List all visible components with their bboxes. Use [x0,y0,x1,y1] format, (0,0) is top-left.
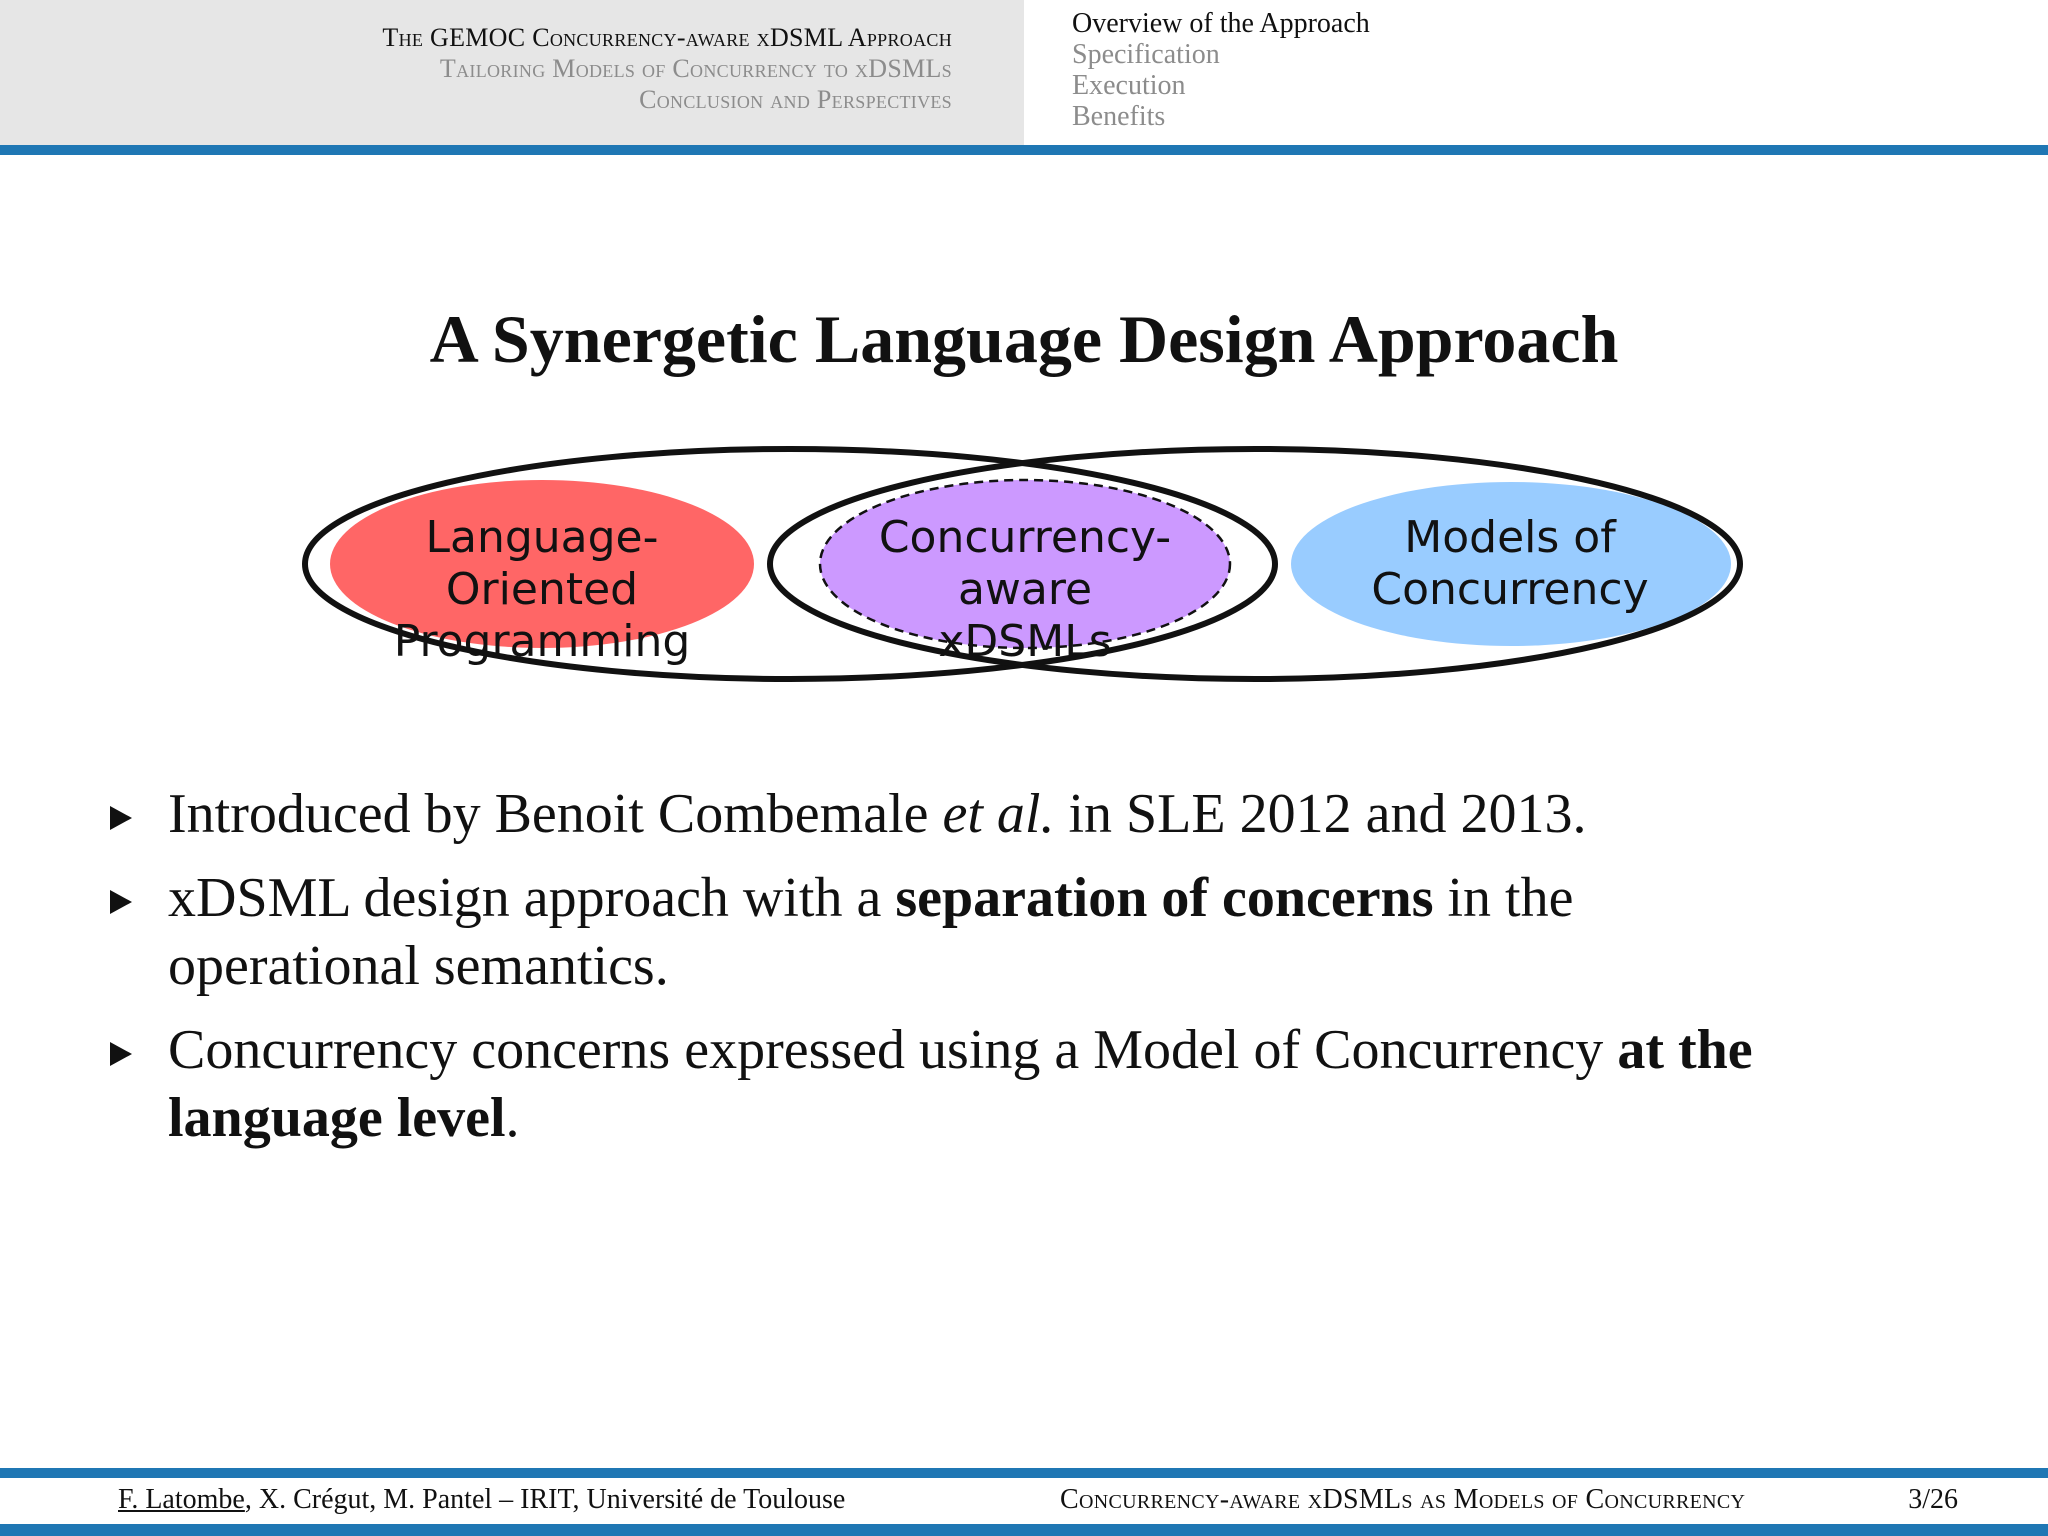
triangle-bullet-icon [110,1042,132,1066]
nav-section-gemoc-approach[interactable]: The GEMOC Concurrency-aware xDSML Approach [382,23,952,52]
section-navigation [382,22,952,115]
bullet-text: in the operational semantics. [168,867,1574,997]
slide-title: A Synergetic Language Design Approach [429,301,1619,377]
bullet-italic-text: et al. [942,783,1055,845]
bullet-bold-text: at the language level [168,1019,1753,1149]
triangle-bullet-icon [110,806,132,830]
synergy-diagram [290,440,1760,690]
concurrency-aware-label-line1: Concurrency-aware [878,512,1172,615]
models-of-concurrency-label-line2: Concurrency [1371,564,1649,615]
header-sections-panel [0,0,1024,145]
triangle-bullet-icon [110,890,132,914]
footer [0,1478,2048,1524]
page-number: 3/26 [1908,1484,1958,1515]
nav-section-tailoring-models[interactable]: Tailoring Models of Concurrency to xDSMLs [439,54,952,83]
language-oriented-label-line1: Language-Oriented [425,512,659,615]
bullet-item [110,864,1830,1000]
bullet-text: Introduced by Benoit Combemale [168,783,943,845]
bullet-list [110,780,1830,1168]
language-oriented-label-line2: Programming [393,616,691,667]
header-subsections-panel [1024,0,2048,145]
presenting-author: F. Latombe [118,1484,245,1515]
footer-authors [118,1484,845,1516]
concurrency-aware-label-line2: xDSMLs [938,616,1112,667]
bullet-text: . [505,1087,520,1149]
footer-divider-bar [0,1468,2048,1478]
co-authors: , X. Crégut, M. Pantel – IRIT, Université de Toulouse [244,1484,846,1515]
models-of-concurrency-label-line1: Models of [1404,512,1616,563]
bullet-text: in SLE 2012 and 2013. [1054,783,1587,845]
bullet-text: xDSML design approach with a [168,867,896,929]
nav-subsection-benefits[interactable]: Benefits [1072,101,1166,132]
bullet-bold-text: separation of concerns [895,867,1434,929]
footer-talk-title: Concurrency-aware xDSMLs as Models of Concurrency [1060,1484,1746,1515]
concurrency-aware-label [815,512,1235,668]
header-divider-bar [0,145,2048,155]
bullet-item [110,780,1830,848]
bullet-item [110,1016,1830,1152]
nav-subsection-overview[interactable]: Overview of the Approach [1072,8,1370,39]
nav-subsection-specification[interactable]: Specification [1072,39,1220,70]
language-oriented-label [332,512,752,668]
footer-bottom-bar [0,1524,2048,1536]
bullet-text: Concurrency concerns expressed using a Model of Concurrency [168,1019,1618,1081]
subsection-navigation [1072,8,1370,132]
nav-section-conclusion[interactable]: Conclusion and Perspectives [639,85,952,114]
models-of-concurrency-label [1300,512,1720,616]
nav-subsection-execution[interactable]: Execution [1072,70,1186,101]
